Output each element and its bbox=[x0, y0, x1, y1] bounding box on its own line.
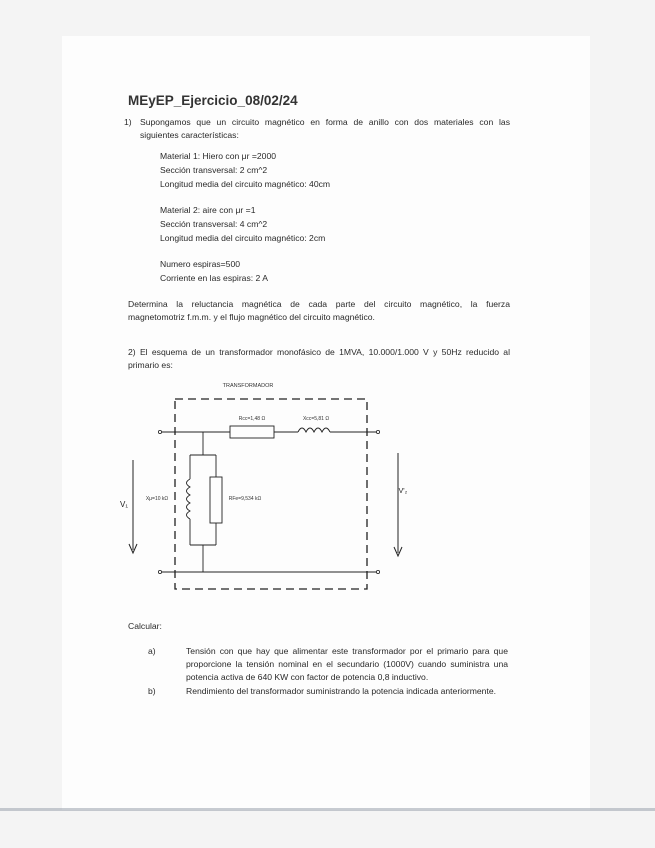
page-title: MEyEP_Ejercicio_08/02/24 bbox=[128, 93, 298, 108]
item-a-line1: Tensión con que hay que alimentar este transformador por el primario para que bbox=[186, 646, 508, 656]
q1-intro-line1: Supongamos que un circuito magnético en forma de anillo con dos materiales con las bbox=[140, 117, 510, 127]
material2-section: Sección transversal: 4 cm^2 bbox=[160, 219, 268, 229]
v2-label: V'₂ bbox=[398, 488, 408, 495]
xmu-inductor bbox=[187, 479, 191, 519]
terminal-bottom-left bbox=[158, 570, 161, 573]
material2-name: Material 2: aire con μr =1 bbox=[160, 205, 256, 215]
calculate-heading: Calcular: bbox=[128, 621, 162, 631]
material2-length: Longitud media del circuito magnético: 2cm bbox=[160, 233, 326, 243]
coil-current: Corriente en las espiras: 2 A bbox=[160, 273, 268, 283]
coil-turns: Numero espiras=500 bbox=[160, 259, 241, 269]
item-a-line2: proporcione la tensión nominal en el secundario (1000V) cuando suministra una bbox=[186, 659, 508, 669]
item-a-line3: potencia activa de 640 KW con factor de potencia 0,8 inductivo. bbox=[186, 672, 429, 682]
q1-question-line2: magnetomotriz f.m.m. y el flujo magnético del circuito magnético. bbox=[128, 312, 375, 322]
rfe-label: RFe=9,534 kΩ bbox=[228, 496, 262, 502]
terminal-top-right bbox=[376, 430, 379, 433]
terminal-bottom-right bbox=[376, 570, 379, 573]
xcc-inductor bbox=[298, 428, 330, 432]
transformer-circuit-diagram bbox=[110, 375, 410, 605]
rcc-resistor bbox=[230, 426, 274, 438]
transformer-box-label: TRANSFORMADOR bbox=[222, 383, 274, 389]
xmu-label: Xμ=10 kΩ bbox=[145, 496, 169, 502]
material1-length: Longitud media del circuito magnético: 40cm bbox=[160, 179, 331, 189]
xcc-label: Xcc=5,81 Ω bbox=[302, 416, 330, 422]
rcc-label: Rcc=1,48 Ω bbox=[238, 416, 266, 422]
material1-section: Sección transversal: 2 cm^2 bbox=[160, 165, 268, 175]
item-b-label: b) bbox=[148, 686, 156, 696]
item-b-line1: Rendimiento del transformador suministrando la potencia indicada anteriormente. bbox=[186, 686, 497, 696]
material1-name: Material 1: Hiero con μr =2000 bbox=[160, 151, 277, 161]
scan-artifact-line bbox=[0, 808, 655, 811]
v1-label: V₁ bbox=[120, 500, 129, 509]
item-a-label: a) bbox=[148, 646, 156, 656]
q1-number: 1) bbox=[124, 117, 132, 127]
transformer-dashed-box bbox=[175, 399, 367, 589]
terminal-top-left bbox=[158, 430, 161, 433]
q1-question-line1: Determina la reluctancia magnética de cada parte del circuito magnético, la fuerza bbox=[128, 299, 510, 309]
q2-intro-line1: 2) El esquema de un transformador monofásico de 1MVA, 10.000/1.000 V y 50Hz reducido al bbox=[128, 347, 510, 357]
q1-intro-line2: siguientes características: bbox=[140, 130, 239, 140]
q2-intro-line2: primario es: bbox=[128, 360, 173, 370]
rfe-resistor bbox=[210, 477, 222, 523]
